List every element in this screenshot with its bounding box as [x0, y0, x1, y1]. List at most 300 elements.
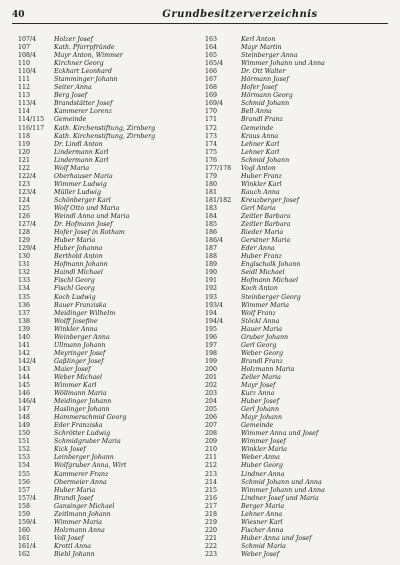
parcel-number: 175: [205, 148, 218, 156]
list-item: [18, 205, 203, 213]
list-item: [18, 535, 203, 543]
parcel-number: 154: [18, 462, 31, 470]
list-item: [18, 479, 203, 487]
list-item: [18, 84, 203, 92]
owner-name: Weber Anna: [241, 454, 280, 462]
owner-name: Gemeinde: [241, 422, 274, 430]
owner-name: Gansinger Michael: [54, 502, 115, 510]
owner-name: Schmidgruber Maria: [54, 438, 121, 446]
owner-name: Kath. Kirchenstiftung, Zirnberg: [54, 124, 156, 132]
list-item: [205, 157, 390, 165]
owner-name: Wimmer Anna und Josef: [241, 430, 319, 438]
parcel-number: 137: [18, 309, 31, 317]
owner-name: Lindner Josef und Maria: [241, 494, 319, 502]
list-item: [18, 551, 203, 559]
list-item: [205, 277, 390, 285]
parcel-number: 197: [205, 341, 218, 349]
parcel-number: 128: [18, 229, 31, 237]
parcel-number: 184: [205, 213, 218, 221]
list-item: [205, 116, 390, 124]
parcel-number: 172: [205, 124, 218, 132]
parcel-number: 149: [18, 422, 31, 430]
owner-name: Kick Josef: [54, 446, 86, 454]
owner-name: Schönberger Karl: [54, 196, 111, 204]
owner-name: Wolf Maria: [54, 164, 90, 172]
list-item: [205, 52, 390, 60]
list-item: [18, 310, 203, 318]
owner-name: Seidl Michael: [241, 269, 285, 277]
list-item: [205, 189, 390, 197]
parcel-number: 198: [205, 349, 218, 357]
owner-name: Brandl Franz: [241, 357, 283, 365]
parcel-number: 155: [18, 470, 31, 478]
list-item: [205, 495, 390, 503]
parcel-number: 199: [205, 357, 218, 365]
list-item: [18, 277, 203, 285]
list-item: [205, 471, 390, 479]
list-item: [205, 173, 390, 181]
owner-name: Gerstner Maria: [241, 237, 291, 245]
list-item: [18, 302, 203, 310]
parcel-number: 201: [205, 373, 218, 381]
parcel-number: 211: [205, 454, 218, 462]
list-item: [18, 44, 203, 52]
list-item: [18, 318, 203, 326]
owner-name: Wimmer Maria: [54, 518, 103, 526]
parcel-number: 122/4: [18, 172, 37, 180]
parcel-number: 141: [18, 341, 31, 349]
parcel-number: 169: [205, 92, 218, 100]
parcel-number: 183: [205, 204, 218, 212]
list-item: [18, 462, 203, 470]
parcel-number: 179: [205, 172, 218, 180]
parcel-number: 185: [205, 221, 218, 229]
owner-name: Wimmer Ludwig: [54, 180, 107, 188]
list-item: [18, 382, 203, 390]
list-item: [18, 406, 203, 414]
owner-name: Huber Josef: [241, 398, 279, 406]
parcel-number: 210: [205, 446, 218, 454]
list-item: [205, 430, 390, 438]
list-item: [18, 253, 203, 261]
list-item: [205, 479, 390, 487]
owner-name: Gerl Johann: [241, 406, 280, 414]
parcel-number: 206: [205, 414, 218, 422]
owner-name: Fischl Georg: [54, 285, 95, 293]
parcel-number: 195: [205, 325, 218, 333]
owner-name: Biebl Johann: [54, 551, 95, 558]
list-item: [205, 221, 390, 229]
list-item: [205, 527, 390, 535]
owner-name: Wolf Franz: [241, 309, 276, 317]
list-item: [18, 157, 203, 165]
parcel-number: 221: [205, 534, 218, 542]
list-item: [18, 446, 203, 454]
page-number: 40: [12, 10, 25, 20]
parcel-number: 144: [18, 373, 31, 381]
parcel-number: 116/117: [18, 124, 45, 132]
list-item: [18, 68, 203, 76]
list-item: [205, 366, 390, 374]
parcel-number: 107: [18, 44, 31, 52]
parcel-number: 162: [18, 551, 31, 558]
list-item: [18, 229, 203, 237]
owner-name: Meidinger Johann: [54, 398, 112, 406]
parcel-number: 132: [18, 269, 31, 277]
list-item: [18, 358, 203, 366]
list-item: [18, 221, 203, 229]
list-item: [18, 269, 203, 277]
owner-name: Wimmer Johann und Anna: [241, 486, 325, 494]
owner-name: Kammerer Lorenz: [54, 108, 112, 116]
owner-name: Weber Josef: [241, 551, 280, 558]
owner-name: Zeitler Barbara: [241, 221, 291, 229]
owner-name: Lindermann Karl: [54, 156, 109, 164]
parcel-number: 158: [18, 502, 31, 510]
owner-name: Fischer Anna: [241, 526, 284, 534]
list-item: [18, 237, 203, 245]
list-item: [205, 44, 390, 52]
list-item: [18, 60, 203, 68]
owner-name: Hammerschmid Georg: [54, 414, 127, 422]
parcel-number: 147: [18, 406, 31, 414]
parcel-number: 124: [18, 196, 31, 204]
owner-name: Eder Anna: [241, 245, 275, 253]
list-item: [205, 149, 390, 157]
list-item: [18, 52, 203, 60]
list-item: [205, 318, 390, 326]
owner-name: Koch Anton: [241, 285, 278, 293]
list-item: [205, 462, 390, 470]
owner-name: Rauch Anna: [241, 188, 280, 196]
list-item: [18, 165, 203, 173]
parcel-number: 157/4: [18, 494, 37, 502]
parcel-number: 146: [18, 390, 31, 398]
left-column: [18, 36, 203, 559]
owner-name: Brandl Franz: [241, 116, 283, 124]
owner-name: Vogl Anton: [241, 164, 276, 172]
owner-name: Schmid Johann: [241, 100, 290, 108]
owner-name: Krottl Anna: [54, 542, 91, 550]
parcel-number: 150: [18, 430, 31, 438]
parcel-number: 129/4: [18, 245, 37, 253]
list-item: [18, 181, 203, 189]
list-item: [205, 535, 390, 543]
owner-name: Hofer Josef: [241, 84, 277, 92]
parcel-number: 188: [205, 253, 218, 261]
list-item: [18, 334, 203, 342]
parcel-number: 113: [18, 92, 31, 100]
parcel-number: 166: [205, 68, 218, 76]
owner-name: Weber Georg: [241, 349, 284, 357]
parcel-number: 170: [205, 108, 218, 116]
list-item: [18, 141, 203, 149]
list-item: [205, 390, 390, 398]
parcel-number: 145: [18, 382, 31, 390]
list-item: [205, 68, 390, 76]
parcel-number: 218: [205, 510, 218, 518]
list-item: [205, 374, 390, 382]
owner-name: Hofer Josef in Rotham: [54, 229, 125, 237]
owner-name: Steinberger Anna: [241, 52, 298, 60]
parcel-number: 123: [18, 180, 31, 188]
owner-name: Wimmer Maria: [241, 301, 290, 309]
parcel-number: 181/182: [205, 196, 232, 204]
parcel-number: 156: [18, 478, 31, 486]
list-item: [18, 100, 203, 108]
parcel-number: 189: [205, 261, 218, 269]
parcel-number: 110: [18, 60, 31, 68]
list-item: [18, 519, 203, 527]
list-item: [205, 543, 390, 551]
parcel-number: 194/4: [205, 317, 224, 325]
parcel-number: 191: [205, 277, 218, 285]
parcel-number: 165: [205, 52, 218, 60]
list-item: [205, 503, 390, 511]
list-item: [205, 302, 390, 310]
header-rule: [12, 23, 388, 24]
list-item: [205, 454, 390, 462]
owner-name: Oberhauser Maria: [54, 172, 113, 180]
parcel-number: 148: [18, 414, 31, 422]
parcel-number: 220: [205, 526, 218, 534]
parcel-number: 186/4: [205, 237, 224, 245]
list-item: [18, 511, 203, 519]
list-item: [205, 133, 390, 141]
right-column: [205, 36, 390, 559]
list-item: [205, 511, 390, 519]
parcel-number: 208: [205, 430, 218, 438]
list-item: [18, 487, 203, 495]
parcel-number: 140: [18, 333, 31, 341]
owner-name: Kath. Pfarrpfründe: [54, 44, 115, 52]
parcel-number: 168: [205, 84, 218, 92]
owner-name: Kurz Anna: [241, 390, 275, 398]
owner-name: Wöllmann Maria: [54, 390, 107, 398]
parcel-number: 167: [205, 76, 218, 84]
owner-name: Wiesner Karl: [241, 518, 283, 526]
parcel-number: 187: [205, 245, 218, 253]
parcel-number: 200: [205, 365, 218, 373]
owner-name: Kraus Anna: [241, 132, 279, 140]
owner-name: Kerl Anton: [241, 36, 276, 43]
parcel-number: 215: [205, 486, 218, 494]
parcel-number: 112: [18, 84, 31, 92]
list-item: [205, 229, 390, 237]
parcel-number: 171: [205, 116, 218, 124]
list-item: [205, 350, 390, 358]
parcel-number: 121: [18, 156, 31, 164]
parcel-number: 193/4: [205, 301, 224, 309]
parcel-number: 120: [18, 148, 31, 156]
owner-name: Kath. Kirchenstiftung, Zirnberg: [54, 132, 156, 140]
parcel-number: 134: [18, 285, 31, 293]
parcel-number: 157: [18, 486, 31, 494]
list-item: [205, 334, 390, 342]
owner-name: Zeitlmann Johann: [54, 510, 111, 518]
parcel-number: 133: [18, 277, 31, 285]
list-item: [18, 245, 203, 253]
parcel-number: 159: [18, 510, 31, 518]
list-item: [205, 261, 390, 269]
list-item: [205, 446, 390, 454]
owner-name: Kammerer Franz: [54, 470, 109, 478]
owner-name: Voll Josef: [54, 534, 84, 542]
owner-name: Wolff Josefine: [54, 317, 98, 325]
parcel-number: 129: [18, 237, 31, 245]
list-item: [205, 551, 390, 559]
owner-name: Bell Anna: [241, 108, 272, 116]
owner-name: Kirchner Georg: [54, 60, 104, 68]
list-item: [18, 342, 203, 350]
parcel-number: 177/178: [205, 164, 232, 172]
page-header: [0, 0, 400, 30]
owner-name: Huber Johanna: [54, 245, 103, 253]
list-item: [205, 382, 390, 390]
list-item: [205, 36, 390, 44]
parcel-number: 108/4: [18, 52, 37, 60]
parcel-number: 222: [205, 542, 218, 550]
parcel-number: 111: [18, 76, 31, 84]
parcel-number: 203: [205, 390, 218, 398]
owner-name: Schmid Johann und Anna: [241, 478, 322, 486]
owner-name: Zeller Maria: [241, 373, 281, 381]
parcel-number: 126: [18, 213, 31, 221]
list-item: [18, 133, 203, 141]
owner-name: Gaßlinger Josef: [54, 357, 104, 365]
list-item: [205, 165, 390, 173]
owner-name: Brandl Josef: [54, 494, 94, 502]
parcel-number: 205: [205, 406, 218, 414]
list-item: [205, 76, 390, 84]
owner-name: Mayr Josef: [241, 382, 276, 390]
owner-name: Winkler Karl: [241, 180, 282, 188]
list-item: [18, 116, 203, 124]
list-item: [205, 519, 390, 527]
owner-name: Holzer Josef: [54, 36, 93, 43]
list-item: [18, 438, 203, 446]
parcel-number: 125: [18, 204, 31, 212]
list-item: [205, 269, 390, 277]
owner-name: Seiter Anna: [54, 84, 92, 92]
parcel-number: 113/4: [18, 100, 37, 108]
list-item: [18, 36, 203, 44]
owner-name: Mayr Martin: [241, 44, 282, 52]
owner-name: Weber Michael: [54, 373, 102, 381]
owner-name: Hörmann Josef: [241, 76, 289, 84]
owner-name: Meidinger Wilhelm: [54, 309, 116, 317]
list-item: [18, 350, 203, 358]
owner-name: Huber Maria: [54, 237, 96, 245]
owner-name: Gemeinde: [241, 124, 274, 132]
parcel-number: 180: [205, 180, 218, 188]
parcel-number: 161/4: [18, 542, 37, 550]
page-title: Grundbesitzerverzeichnis: [162, 9, 318, 20]
owner-name: Huber Maria: [54, 486, 96, 494]
list-item: [205, 398, 390, 406]
list-item: [18, 76, 203, 84]
parcel-number: 174: [205, 140, 218, 148]
owner-name: Eder Franziska: [54, 422, 103, 430]
list-item: [18, 454, 203, 462]
list-item: [18, 294, 203, 302]
owner-name: Zeitler Barbara: [241, 213, 291, 221]
owner-name: Huber Franz: [241, 253, 282, 261]
parcel-number: 165/4: [205, 60, 224, 68]
parcel-number: 135: [18, 293, 31, 301]
owner-name: Dr. Hofmann Josef: [54, 221, 113, 229]
parcel-number: 160: [18, 526, 31, 534]
owner-name: Hofmann Michael: [241, 277, 298, 285]
owner-name: Meyringer Josef: [54, 349, 106, 357]
list-item: [18, 125, 203, 133]
parcel-number: 142/4: [18, 357, 37, 365]
list-item: [18, 213, 203, 221]
list-item: [18, 390, 203, 398]
list-item: [18, 430, 203, 438]
owner-name: Steinberger Georg: [241, 293, 301, 301]
owner-name: Schmid Johann: [241, 156, 290, 164]
owner-name: Weinberger Anna: [54, 333, 110, 341]
parcel-number: 146/4: [18, 398, 37, 406]
parcel-number: 159/4: [18, 518, 37, 526]
parcel-number: 181: [205, 188, 218, 196]
owner-name: Haslinger Johann: [54, 406, 110, 414]
list-item: [205, 108, 390, 116]
owner-name: Rieder Maria: [241, 229, 284, 237]
list-item: [205, 181, 390, 189]
parcel-number: 207: [205, 422, 218, 430]
owner-name: Huber Franz: [241, 172, 282, 180]
owner-name: Stöckl Anna: [241, 317, 280, 325]
parcel-number: 123/4: [18, 188, 37, 196]
owner-name: Koch Ludwig: [54, 293, 96, 301]
list-item: [205, 326, 390, 334]
parcel-number: 139: [18, 325, 31, 333]
owner-name: Lindermann Karl: [54, 148, 109, 156]
owner-name: Winkler Maria: [241, 446, 287, 454]
list-item: [18, 543, 203, 551]
list-item: [205, 310, 390, 318]
owner-name: Englschalk Johann: [241, 261, 301, 269]
owner-name: Berger Maria: [241, 502, 285, 510]
parcel-number: 130: [18, 253, 31, 261]
list-item: [18, 108, 203, 116]
owner-name: Mayr Johann: [241, 414, 283, 422]
parcel-number: 107/4: [18, 36, 37, 43]
parcel-number: 194: [205, 309, 218, 317]
parcel-number: 152: [18, 446, 31, 454]
parcel-number: 193: [205, 293, 218, 301]
list-item: [205, 141, 390, 149]
owner-name: Lehner Karl: [241, 148, 280, 156]
list-item: [205, 125, 390, 133]
parcel-number: 202: [205, 382, 218, 390]
owner-name: Müller Ludwig: [54, 188, 101, 196]
list-item: [18, 527, 203, 535]
owner-name: Hauer Maria: [241, 325, 283, 333]
parcel-number: 153: [18, 454, 31, 462]
list-item: [205, 197, 390, 205]
owner-name: Stamminger Johann: [54, 76, 118, 84]
list-item: [205, 92, 390, 100]
owner-name: Wimmer Johann und Anna: [241, 60, 325, 68]
parcel-number: 114: [18, 108, 31, 116]
parcel-number: 217: [205, 502, 218, 510]
owner-name: Leinberger Johann: [54, 454, 114, 462]
parcel-number: 169/4: [205, 100, 224, 108]
list-item: [205, 205, 390, 213]
